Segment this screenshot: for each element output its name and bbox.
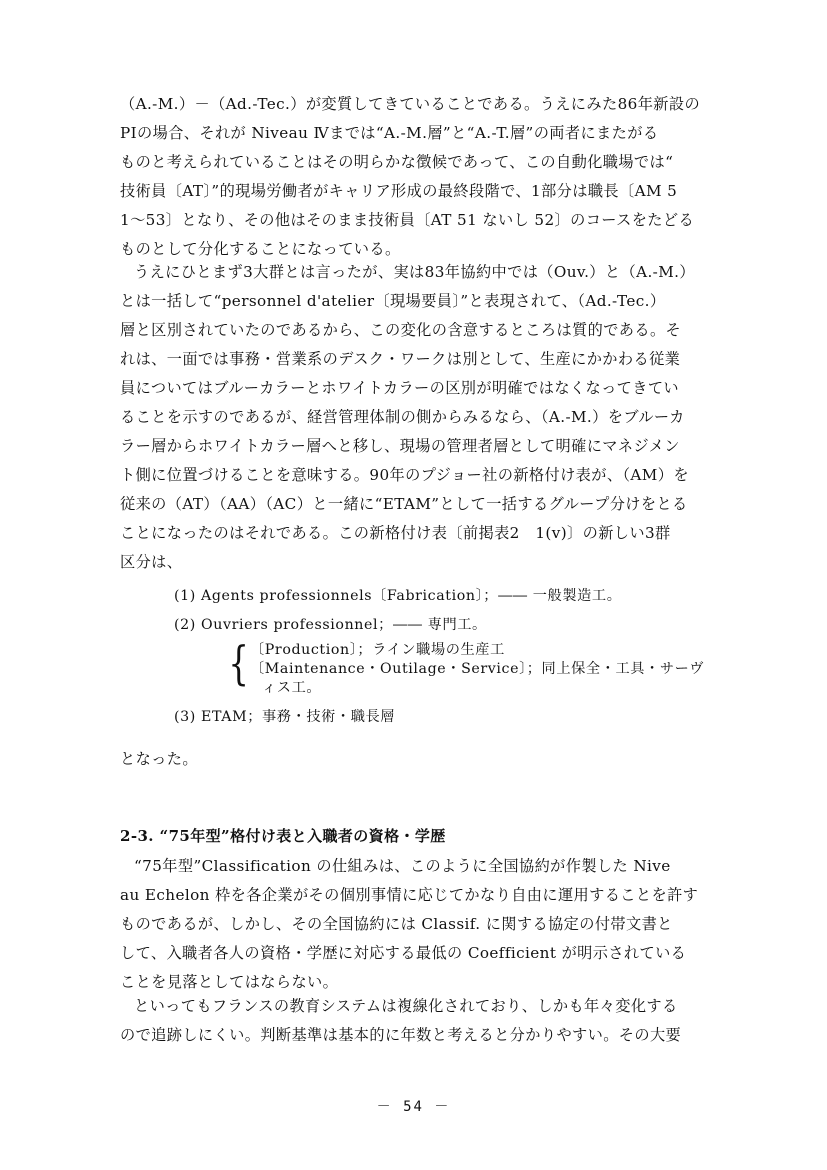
- text-line: ので追跡しにくい。判断基準は基本的に年数と考えると分かりやすい。その大要: [120, 1026, 682, 1044]
- text-line: 員についてはブルーカラーとホワイトカラーの区別が明確ではなくなってきてい: [120, 379, 680, 397]
- list-subitem-continuation: ィス工。: [262, 680, 322, 696]
- text-line: ものであるが、しかし、その全国協約には Classif. に関する協定の付帯文書と: [120, 915, 673, 933]
- brace-symbol: {: [228, 636, 249, 690]
- text-line: して、入職者各人の資格・学歴に対応する最低の Coefficient が明示されている: [120, 944, 687, 962]
- text-line: 従来の（AT）（AA）（AC）と一緒に“ETAM”として一括するグループ分けをとる: [120, 495, 688, 513]
- text-line: 層と区別されていたのであるから、この変化の含意するところは質的である。そ: [120, 321, 682, 339]
- list-subitem-maintenance: 〔Maintenance・Outilage・Service〕；同上保全・工具・サーヴ: [250, 661, 705, 677]
- text-line: 1～53〕となり、その他はそのまま技術員〔AT 51 ないし 52〕のコースをたどる: [120, 211, 695, 229]
- text-line: 区分は、: [120, 553, 183, 571]
- text-line: ることを示すのであるが、経営管理体制の側からみるなら、（A.-M.）をブルーカ: [120, 408, 685, 426]
- text-line: れは、一面では事務・営業系のデスク・ワークは別として、生産にかかわる従業: [120, 350, 681, 368]
- section-heading: 2-3. “75年型”格付け表と入職者の資格・学歴: [120, 827, 446, 845]
- text-line: au Echelon 枠を各企業がその個別事情に応じてかなり自由に運用することを許す: [120, 886, 699, 904]
- text-line: ラー層からホワイトカラー層へと移し、現場の管理者層として明確にマネジメン: [120, 437, 680, 455]
- text-line: ものとして分化することになっている。: [120, 240, 401, 258]
- text-line: PIの場合、それが Niveau Ⅳまでは“A.-M.層”と“A.-T.層”の両者にまたがる: [120, 124, 659, 142]
- text-line: “75年型”Classification の仕組みは、このように全国協約が作製した Nive: [134, 857, 671, 875]
- text-line: ことを見落としてはならない。: [120, 973, 339, 991]
- list-item-3: (3) ETAM；事務・技術・職長層: [174, 709, 396, 725]
- text-line: うえにひとまず3大群とは言ったが、実は83年協約中では（Ouv.）と（A.-M.）: [134, 263, 695, 281]
- text-line: といってもフランスの教育システムは複線化されており、しかも年々変化する: [134, 997, 678, 1015]
- text-line: ものと考えられていることはその明らかな徴候であって、この自動化職場では“: [120, 153, 674, 171]
- text-line: 技術員〔AT〕”的現場労働者がキャリア形成の最終段階で、1部分は職長〔AM 5: [120, 182, 678, 200]
- text-line: ことになったのはそれである。この新格付け表〔前掲表2 1(v)〕の新しい3群: [120, 524, 671, 542]
- page-number: － 54 －: [376, 1099, 451, 1115]
- text-line: となった。: [120, 750, 198, 768]
- list-item-1: (1) Agents professionnels〔Fabrication〕；―― 一般製造工。: [174, 588, 622, 604]
- list-item-2: (2) Ouvriers professionnel；―― 専門工。: [174, 617, 487, 633]
- text-line: とは一括して“personnel d'atelier〔現場要員〕”と表現されて、（Ad.-Tec.）: [120, 292, 666, 310]
- text-line: ト側に位置づけることを意味する。90年のプジョー社の新格付け表が、（AM）を: [120, 466, 689, 484]
- list-subitem-production: 〔Production〕；ライン職場の生産工: [250, 642, 505, 658]
- text-line: （A.-M.）－（Ad.-Tec.）が変質してきていることである。うえにみた86年新設の: [120, 95, 701, 113]
